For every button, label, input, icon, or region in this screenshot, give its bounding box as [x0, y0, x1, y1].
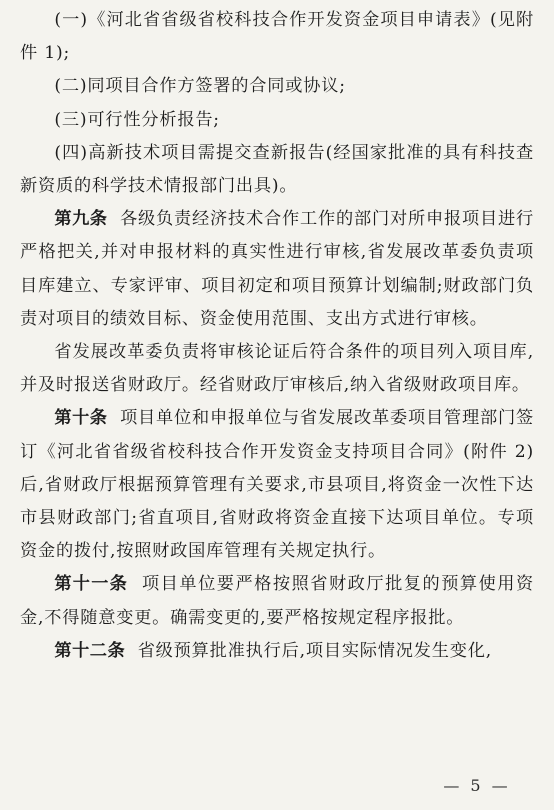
paragraph-text: (二)同项目合作方签署的合同或协议; [54, 76, 346, 97]
article-heading: 第九条 [54, 209, 108, 230]
article-10 [20, 402, 534, 568]
document-body [20, 4, 534, 668]
paragraph-text: (三)可行性分析报告; [54, 109, 220, 130]
paragraph-text: 省级预算批准执行后,项目实际情况发生变化, [137, 640, 492, 661]
article-heading: 第十一条 [54, 574, 128, 595]
paragraph-text: (四)高新技术项目需提交查新报告(经国家批准的具有科技查新资质的科学技术情报部门出具)。 [20, 142, 534, 197]
paragraph-item-3 [20, 104, 534, 137]
page-number: — 5 — [443, 776, 511, 795]
paragraph-text: (一)《河北省省级省校科技合作开发资金项目申请表》(见附件 1); [20, 10, 534, 64]
article-9-continuation [20, 336, 534, 402]
article-heading: 第十条 [54, 408, 108, 429]
article-12 [20, 635, 534, 668]
paragraph-text: 省发展改革委负责将审核论证后符合条件的项目列入项目库,并及时报送省财政厅。经省财政厅审核后,纳入省级财政项目库。 [20, 342, 534, 396]
article-11 [20, 568, 534, 634]
paragraph-text: 项目单位要严格按照省财政厅批复的预算使用资金,不得随意变更。确需变更的,要严格按规定程序报批。 [20, 574, 534, 628]
paragraph-text: 项目单位和申报单位与省发展改革委项目管理部门签订《河北省省级省校科技合作开发资金支持项目合同》(附件 2)后,省财政厅根据预算管理有关要求,市县项目,将资金一次性下达市县财政部门;省直项目,省财政将资金直接下达项目单位。专项资金的拨付,按照财政国库管理有关规定执行。 [20, 408, 535, 562]
page-footer [0, 776, 554, 795]
paragraph-item-4 [20, 137, 534, 203]
article-heading: 第十二条 [54, 640, 126, 661]
paragraph-item-2 [20, 70, 534, 103]
article-9 [20, 203, 534, 336]
paragraph-text: 各级负责经济技术合作工作的部门对所申报项目进行严格把关,并对申报材料的真实性进行审核,省发展改革委负责项目库建立、专家评审、项目初定和项目预算计划编制;财政部门负责对项目的绩效目标、资金使用范围、支出方式进行审核。 [20, 209, 535, 329]
paragraph-item-1 [20, 4, 534, 70]
